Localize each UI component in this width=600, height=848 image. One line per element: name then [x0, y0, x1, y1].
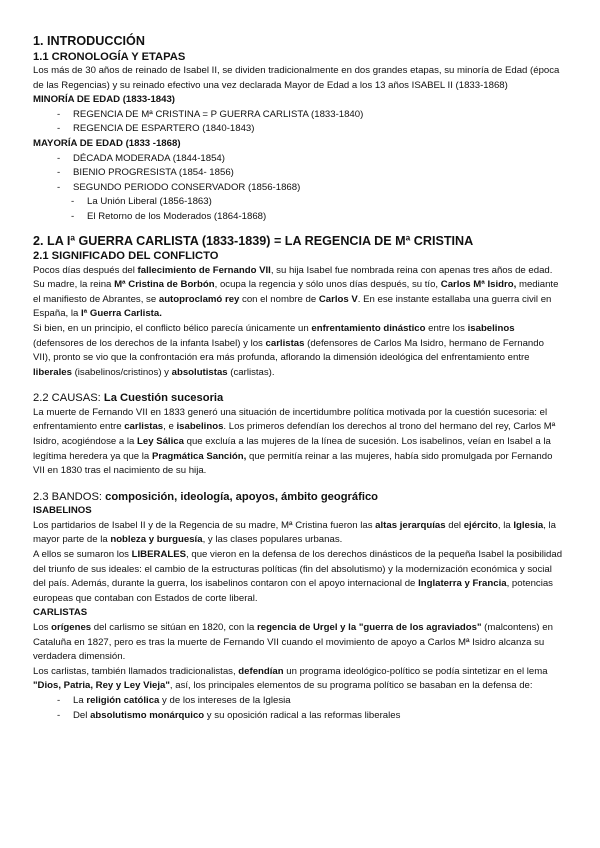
carlistas-paragraph-2: Los carlistas, también llamados tradicionalistas, defendían un programa ideológico-político se podía sintetizar en el lema "Dios, Patria, Rey y Ley Vieja", así, los principales elementos de su programa político se basaban en la defensa de: — [33, 665, 548, 692]
document-page — [33, 34, 563, 723]
mayoria-label: MAYORÍA DE EDAD (1833 -1868) — [33, 137, 181, 149]
isabelinos-label: ISABELINOS — [33, 505, 92, 517]
list-item: - BIENIO PROGRESISTA (1854- 1856) — [55, 166, 563, 181]
significado-paragraph-2: Si bien, en un principio, el conflicto bélico parecía únicamente un enfrentamiento dinástico entre los isabelinos (defensores de los derechos de la infanta Isabel) y los carlistas (defensores de Carlos Ma Isidro, hermano de Fernando VII), pronto se vio que la confrontación era más profunda, aflorando la dimensión ideológica del enfrentamiento entre liberales (isabelinos/cristinos) y absolutistas (carlistas). — [33, 322, 544, 378]
list-item: - REGENCIA DE Mª CRISTINA = P GUERRA CARLISTA (1833-1840) — [55, 108, 563, 123]
list-item: - DÉCADA MODERADA (1844-1854) — [55, 152, 563, 167]
carlistas-list — [33, 694, 563, 723]
minoria-label: MINORÍA DE EDAD (1833-1843) — [33, 94, 175, 106]
list-item: - La Unión Liberal (1856-1863) — [70, 195, 563, 210]
section-2-2-title: 2.2 CAUSAS: La Cuestión sucesoria — [33, 392, 224, 405]
section-1-1-title: 1.1 CRONOLOGÍA Y ETAPAS — [33, 50, 186, 63]
significado-paragraph-1: Pocos días después del fallecimiento de Fernando VII, su hija Isabel fue nombrada reina con apenas tres años de edad. Su madre, la reina Mª Cristina de Borbón, ocupa la regencia y sólo unos días después, su tío, Carlos Mª Isidro, mediante el manifiesto de Abrantes, se autoproclamó rey con el nombre de Carlos V. En ese instante estallaba una guerra civil en España, la Iª Guerra Carlista. — [33, 264, 559, 320]
intro-paragraph: Los más de 30 años de reinado de Isabel II, se dividen tradicionalmente en dos grandes etapas, su minoría de Edad (época de las Regencias) y su reinado efectivo una vez declarada Mayor de Edad a los 13 años ISABEL II (1833-1868) — [33, 65, 560, 91]
mayoria-sublist — [33, 195, 563, 224]
section-2-1-title: 2.1 SIGNIFICADO DEL CONFLICTO — [33, 250, 219, 263]
list-item: - Del absolutismo monárquico y su oposición radical a las reformas liberales — [55, 709, 563, 724]
list-item: - SEGUNDO PERIODO CONSERVADOR (1856-1868) — [55, 181, 563, 196]
causas-paragraph: La muerte de Fernando VII en 1833 generó una situación de incertidumbre política motivada por la cuestión sucesoria: el enfrentamiento entre carlistas, e isabelinos. Los primeros defendían los derechos al trono del hermano del rey, Carlos Mª Isidro, acogiéndose a la Ley Sálica que excluía a las mujeres de la línea de sucesión. Los isabelinos, veían en Isabel a la legítima heredera ya que la Pragmática Sanción, que permitía reinar a las mujeres, había sido promulgada por Fernando VII en 1830 tras el nacimiento de su hija. — [33, 406, 556, 477]
minoria-list — [33, 108, 563, 137]
section-2-title: 2. LA Iª GUERRA CARLISTA (1833-1839) = LA REGENCIA DE Mª CRISTINA — [33, 233, 474, 248]
carlistas-paragraph-1: Los orígenes del carlismo se sitúan en 1820, con la regencia de Urgel y la "guerra de los agraviados" (malcontens) en Cataluña en 1827, pero es tras la muerte de Fernando VII cuando el movimiento de apoyo a Carlos Mª Isidro alcanza su verdadera dimensión. — [33, 622, 553, 663]
mayoria-list — [33, 152, 563, 196]
isabelinos-paragraph-2: A ellos se sumaron los LIBERALES, que vieron en la defensa de los derechos dinásticos de la pequeña Isabel la posibilidad del triunfo de sus ideales: el cambio de la estructuras políticas (fin del absolutismo) y la modernización económica y social del país. Además, durante la guerra, los isabelinos contaron con el apoyo internacional de Inglaterra y Francia, potencias europeas que contaban con Estados de corte liberal. — [33, 549, 563, 604]
list-item: - REGENCIA DE ESPARTERO (1840-1843) — [55, 122, 563, 137]
isabelinos-paragraph-1: Los partidarios de Isabel II y de la Regencia de su madre, Mª Cristina fueron las altas jerarquías del ejército, la Iglesia, la mayor parte de la nobleza y burguesía, y las clases populares urbanas. — [33, 519, 557, 546]
section-1-title: 1. INTRODUCCIÓN — [33, 34, 145, 48]
carlistas-label: CARLISTAS — [33, 607, 88, 619]
list-item: - La religión católica y de los intereses de la Iglesia — [55, 694, 563, 709]
list-item: - El Retorno de los Moderados (1864-1868) — [70, 210, 563, 225]
section-2-3-title: 2.3 BANDOS: composición, ideología, apoyos, ámbito geográfico — [33, 490, 379, 503]
